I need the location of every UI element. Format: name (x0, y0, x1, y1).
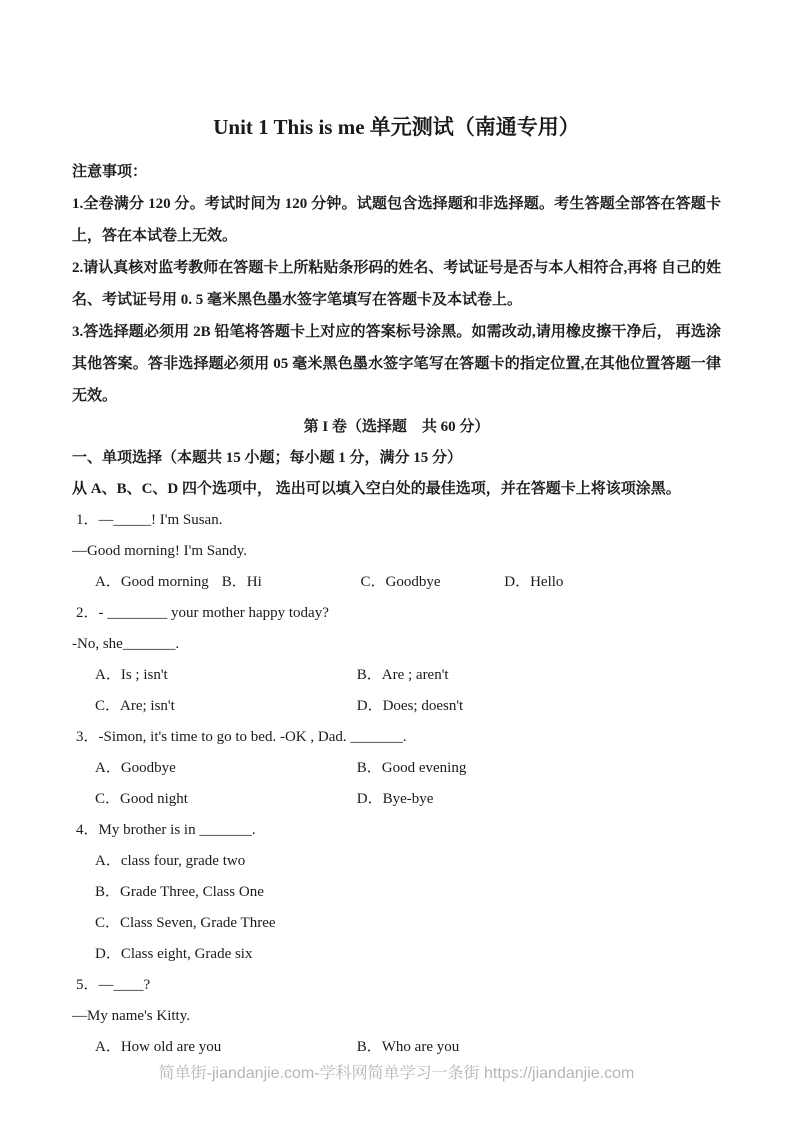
question-3-option-d: D．Bye-bye (356, 791, 434, 807)
question-1-option-a: A．Good morning (95, 574, 209, 590)
question-4-option-a: A．class four, grade two (95, 853, 246, 869)
notice-item-2: 2.请认真核对监考教师在答题卡上所粘贴条形码的姓名、考试证号是否与本人相符合,再将 自己的姓名、考试证号用 0. 5 毫米黑色墨水签字笔填写在答题卡及本试卷上。 (72, 260, 721, 308)
section-instruction: 从 A、B、C、D 四个选项中， 选出可以填入空白处的最佳选项，并在答题卡上将该项涂黑。 (72, 481, 681, 497)
question-3-line-1: 3．-Simon, it's time to go to bed. -OK , Dad. _______. (76, 729, 407, 745)
question-1-line-1: 1．—_____! I'm Susan. (76, 512, 223, 528)
question-1-option-b: B．Hi (221, 574, 262, 590)
question-2-option-b: B．Are ; aren't (356, 667, 449, 683)
question-4-line-1: 4．My brother is in _______. (76, 822, 256, 838)
question-5-line-2: —My name's Kitty. (72, 1008, 190, 1024)
notice-heading: 注意事项： (72, 164, 148, 180)
question-1-line-2: —Good morning! I'm Sandy. (72, 543, 248, 559)
part-title: 第 I 卷（选择题 共 60 分） (303, 419, 490, 435)
section-title: 一、单项选择（本题共 15 小题；每小题 1 分，满分 15 分） (72, 450, 463, 466)
question-2-options-row-1 (72, 660, 721, 691)
question-2-option-a: A．Is ; isn't (95, 667, 168, 683)
question-1-option-d: D．Hello (504, 574, 564, 590)
question-3-options-row-1 (72, 753, 721, 784)
notice-item-3: 3.答选择题必须用 2B 铅笔将答题卡上对应的答案标号涂黑。如需改动,请用橡皮擦干净后， 再选涂其他答案。答非选择题必须用 05 毫米黑色墨水签字笔写在答题卡的指定位置,在其他位置答题一律无效。 (72, 324, 721, 404)
question-3-option-c: C．Good night (95, 791, 188, 807)
question-2-options-row-2 (72, 691, 721, 722)
question-2-option-d: D．Does; doesn't (356, 698, 464, 714)
question-1-options (72, 567, 721, 598)
question-5-line-1: 5．—____? (76, 977, 151, 993)
question-2-option-c: C．Are; isn't (95, 698, 175, 714)
question-3-options-row-2 (72, 784, 721, 815)
notice-item-1: 1.全卷满分 120 分。考试时间为 120 分钟。试题包含选择题和非选择题。考生答题全部答在答题卡上，答在本试卷上无效。 (72, 196, 721, 244)
page-title: Unit 1 This is me 单元测试（南通专用） (213, 115, 580, 139)
site-watermark-footer: 简单街-jiandanjie.com-学科网简单学习一条街 https://jiandanjie.com (158, 1065, 635, 1082)
question-4-option-b: B．Grade Three, Class One (95, 884, 264, 900)
question-5-option-a: A．How old are you (95, 1039, 222, 1055)
question-3-option-a: A．Goodbye (95, 760, 176, 776)
question-1-option-c: C．Goodbye (360, 574, 441, 590)
question-3-option-b: B．Good evening (356, 760, 467, 776)
question-4-option-c: C．Class Seven, Grade Three (95, 915, 276, 931)
question-2-line-1: 2．- ________ your mother happy today? (76, 605, 329, 621)
question-4-option-d: D．Class eight, Grade six (95, 946, 253, 962)
question-2-line-2: -No, she_______. (72, 636, 180, 652)
question-5-option-b: B．Who are you (356, 1039, 460, 1055)
question-5-options-row-1 (72, 1032, 721, 1063)
